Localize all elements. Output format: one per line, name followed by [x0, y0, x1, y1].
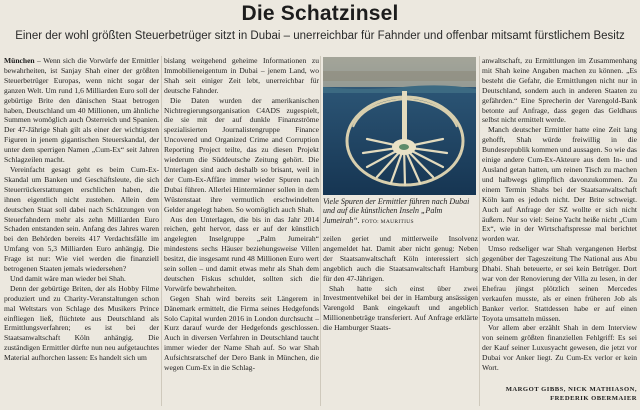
author-line-2: FREDERIK OBERMAIER [550, 394, 637, 402]
author-line-1: MARGOT GIBBS, NICK MATHIASON, [505, 386, 637, 393]
paragraph: Die Daten wurden der amerikanischen Nichtregierungsorganisation C4ADS zugespielt, die sie mit der auf dunkle Finanzströme spezialisierten Journalistengruppe Finance Uncovered und Organized Crime and Corruption Reporting Project teilte, das zu diesen Projekt wiederum die Süddeutsche Zeitung gehört. Die Unterlagen sind auch deshalb so brisant, weil in der Cum-Ex-Affäre immer wieder Spuren nach Dubai führen. Allerlei Hintermänner sollen in dem Wüstenstaat ihre vermutlich erschwindelten Gelder angelegt haben. So womöglich auch Shah. [164, 95, 319, 214]
author-byline [482, 386, 637, 403]
paragraph: Und damit wäre man wieder bei Shah. [10, 273, 126, 283]
paragraph: Denn der gebürtige Briten, der als Hobby Filme produziert und zu Charity-Veranstaltungen schon mal Weltstars von Schlage des Musikers Prince einfliegen ließ, flüchtete aus Deutschland als Ermittlungsverfahren; es ist bei der Staatsanwaltschaft Köln anhängig. Die zuständigen Ermittler dürfte nun neu aufgetauchtes Material aufhorchen lassen: Es handelt sich um [4, 283, 159, 363]
paragraph: Gegen Shah wird bereits seit Längerem in Dänemark ermittelt, die Firma seines Hedgefonds Solo Capital wurden 2016 in London durchsucht – Kurz darauf wurde der Hedgefonds geschlossen. Auch in diversen Verfahren in Deutschland taucht immer wieder der Name Shah auf. So war Shah Aufsichtsratschef der Dero Bank in München, die wegen Cum-Ex in die Schlag- [164, 293, 319, 373]
article-column-2 [164, 56, 319, 408]
palm-island-icon [323, 57, 476, 195]
paragraph: bislang weitgehend geheime Informationen zu Immobilieneigentum in Dubai – jenem Land, wo Shah seit einiger Zeit lebt, unerreichbar für deutsche Fahnder. [164, 56, 319, 95]
paragraph: anwaltschaft, zu Ermittlungen im Zusammenhang mit Shah keine Angaben machen zu können. „Es besteht die Gefahr, die Ermittlungen nicht nur in Deutschland, sondern auch in anderen Staaten zu gefährden.“ Eine Sprecherin der Varengold-Bank betonte auf Anfrage, dass gegen das Geldhaus selbst nicht ermittelt werde. [482, 56, 637, 125]
paragraph-1: München – Wenn sich die Vorwürfe der Ermittler bewahrheiten, ist Sanjay Shah einer der größten Steuerbetrüger Europas, wenn nicht sogar der ganzen Welt. Um rund 1,6 Milliarden Euro soll der gebürtige Brite den dänischen Staat betrogen haben, Deutschland um 40 Millionen, um ähnliche Summen womöglich auch Österreich und Spanien. Der 47-Jährige Shah gilt als einer der wichtigsten Figuren in jenem gigantischen Steuerskandal, der unter dem sperrigen Namen „Cum-Ex“ seit Jahren Schlagzeilen macht. [4, 56, 159, 165]
paragraph: Vor allem aber erzählt Shah in dem Interview von seinem größten finanziellen Fehlgriff: Es sei der Kauf seiner Luxusyacht gewesen, die jetzt vor Dubai vor Anker liegt. Zu Cum-Ex verlor er kein Wort. [482, 323, 637, 373]
article-column-4 [482, 56, 637, 408]
article-column-1 [4, 56, 159, 408]
paragraph: Vereinfacht gesagt geht es beim Cum-Ex-Skandal um Banken und Geschäftsleute, die sich Steuerrückerstattungen erschlichen haben, die ihnen eigentlich nicht zustehen. Allein dem deutschen Staat soll dabei nach Schätzungen von Steuerfahndern mehr als zehn Milliarden Euro Schaden entstanden sein. Anfang des Jahres waren bei den Behörden bereits 417 Verdachtsfälle im Umfang von 5,3 Milliarden Euro anhängig. Die Frage ist nur: Wie viel werden die finanziell betrogenen Staaten jemals wiedersehen? [4, 164, 159, 274]
paragraph: Aus den Unterlagen, die bis in das Jahr 2014 reichen, geht hervor, dass er auf der künstlich angelegten Inselgruppe „Palm Jumeirah“ mindestens sechs Häuser beziehungsweise Villen besitzt, die insgesamt rund 48 Millionen Euro wert sein sollen – und damit etwas mehr als Shah dem deutschen Fiskus schuldet, sollten sich die Vorwürfe bewahrheiten. [164, 214, 319, 293]
palm-island-aerial-photo [323, 57, 476, 195]
headline: Die Schatzinsel [241, 2, 399, 25]
column-divider [161, 56, 162, 406]
column-divider [320, 56, 321, 406]
paragraph: Shah hatte sich einst über zwei Investmentvehikel bei der in Hamburg ansässigen Varengold Bank eingekauft und angeblich Millionenbeträge transferiert. Auf Anfrage erklärte die Hamburger Staats- [323, 283, 478, 333]
article-column-3 [323, 234, 478, 408]
paragraph: zeilen geriet und mittlerweile Insolvenz angemeldet hat. Damit aber nicht genug: Neben der Staatsanwaltschaft Köln interessiert sich angeblich auch die Staatsanwaltschaft Hamburg für den 47-Jährigen. [323, 234, 478, 283]
dateline: München [4, 56, 35, 65]
paragraph: Umso redseliger war Shah vergangenen Herbst gegenüber der Tageszeitung The National aus Abu Dhabi. Shah beteuerte, er sei kein Betrüger. Dort war von der Renovierung der Villa zu lesen, in der Ehefrau jüngst plötzlich seinen Mercedes verkaufen musste, als er einen früheren Job als Banker verlor. Stattdessen habe er auf einen Toyota umsatteln müssen. [482, 244, 637, 323]
paragraph: Manch deutscher Ermittler hatte eine Zeit lang gehofft, Shah würde freiwillig in die Bundesrepublik kommen und aussagen. So wie das einige andere Cum-Ex-Akteure aus dem In- und Ausland getan hatten, um reinen Tisch zu machen und halbwegs glimpflich davonzukommen. Zu einem Termin Shahs bei der Staatsanwaltschaft Köln kam es jedoch nicht. Der Brite schweigt. Auch auf Anfrage der SZ wollte er sich nicht äußern. Nur so viel: Seine Yacht heiße nicht „Cum Ex“, wie in der Wirtschaftspresse mal berichtet worden war. [482, 125, 637, 244]
subheadline: Einer der wohl größten Steuerbetrüger sitzt in Dubai – unerreichbar für Fahnder und offenbar mitsamt fürstlichem Besitz [15, 30, 625, 42]
photo-credit: FOTO: MAURITIUS [361, 218, 414, 225]
column-divider [479, 56, 480, 406]
image-caption: Viele Spuren der Ermittler führen nach Dubai und auf die künstlichen Inseln „Palm Jumeirah“. FOTO: MAURITIUS [323, 197, 470, 225]
